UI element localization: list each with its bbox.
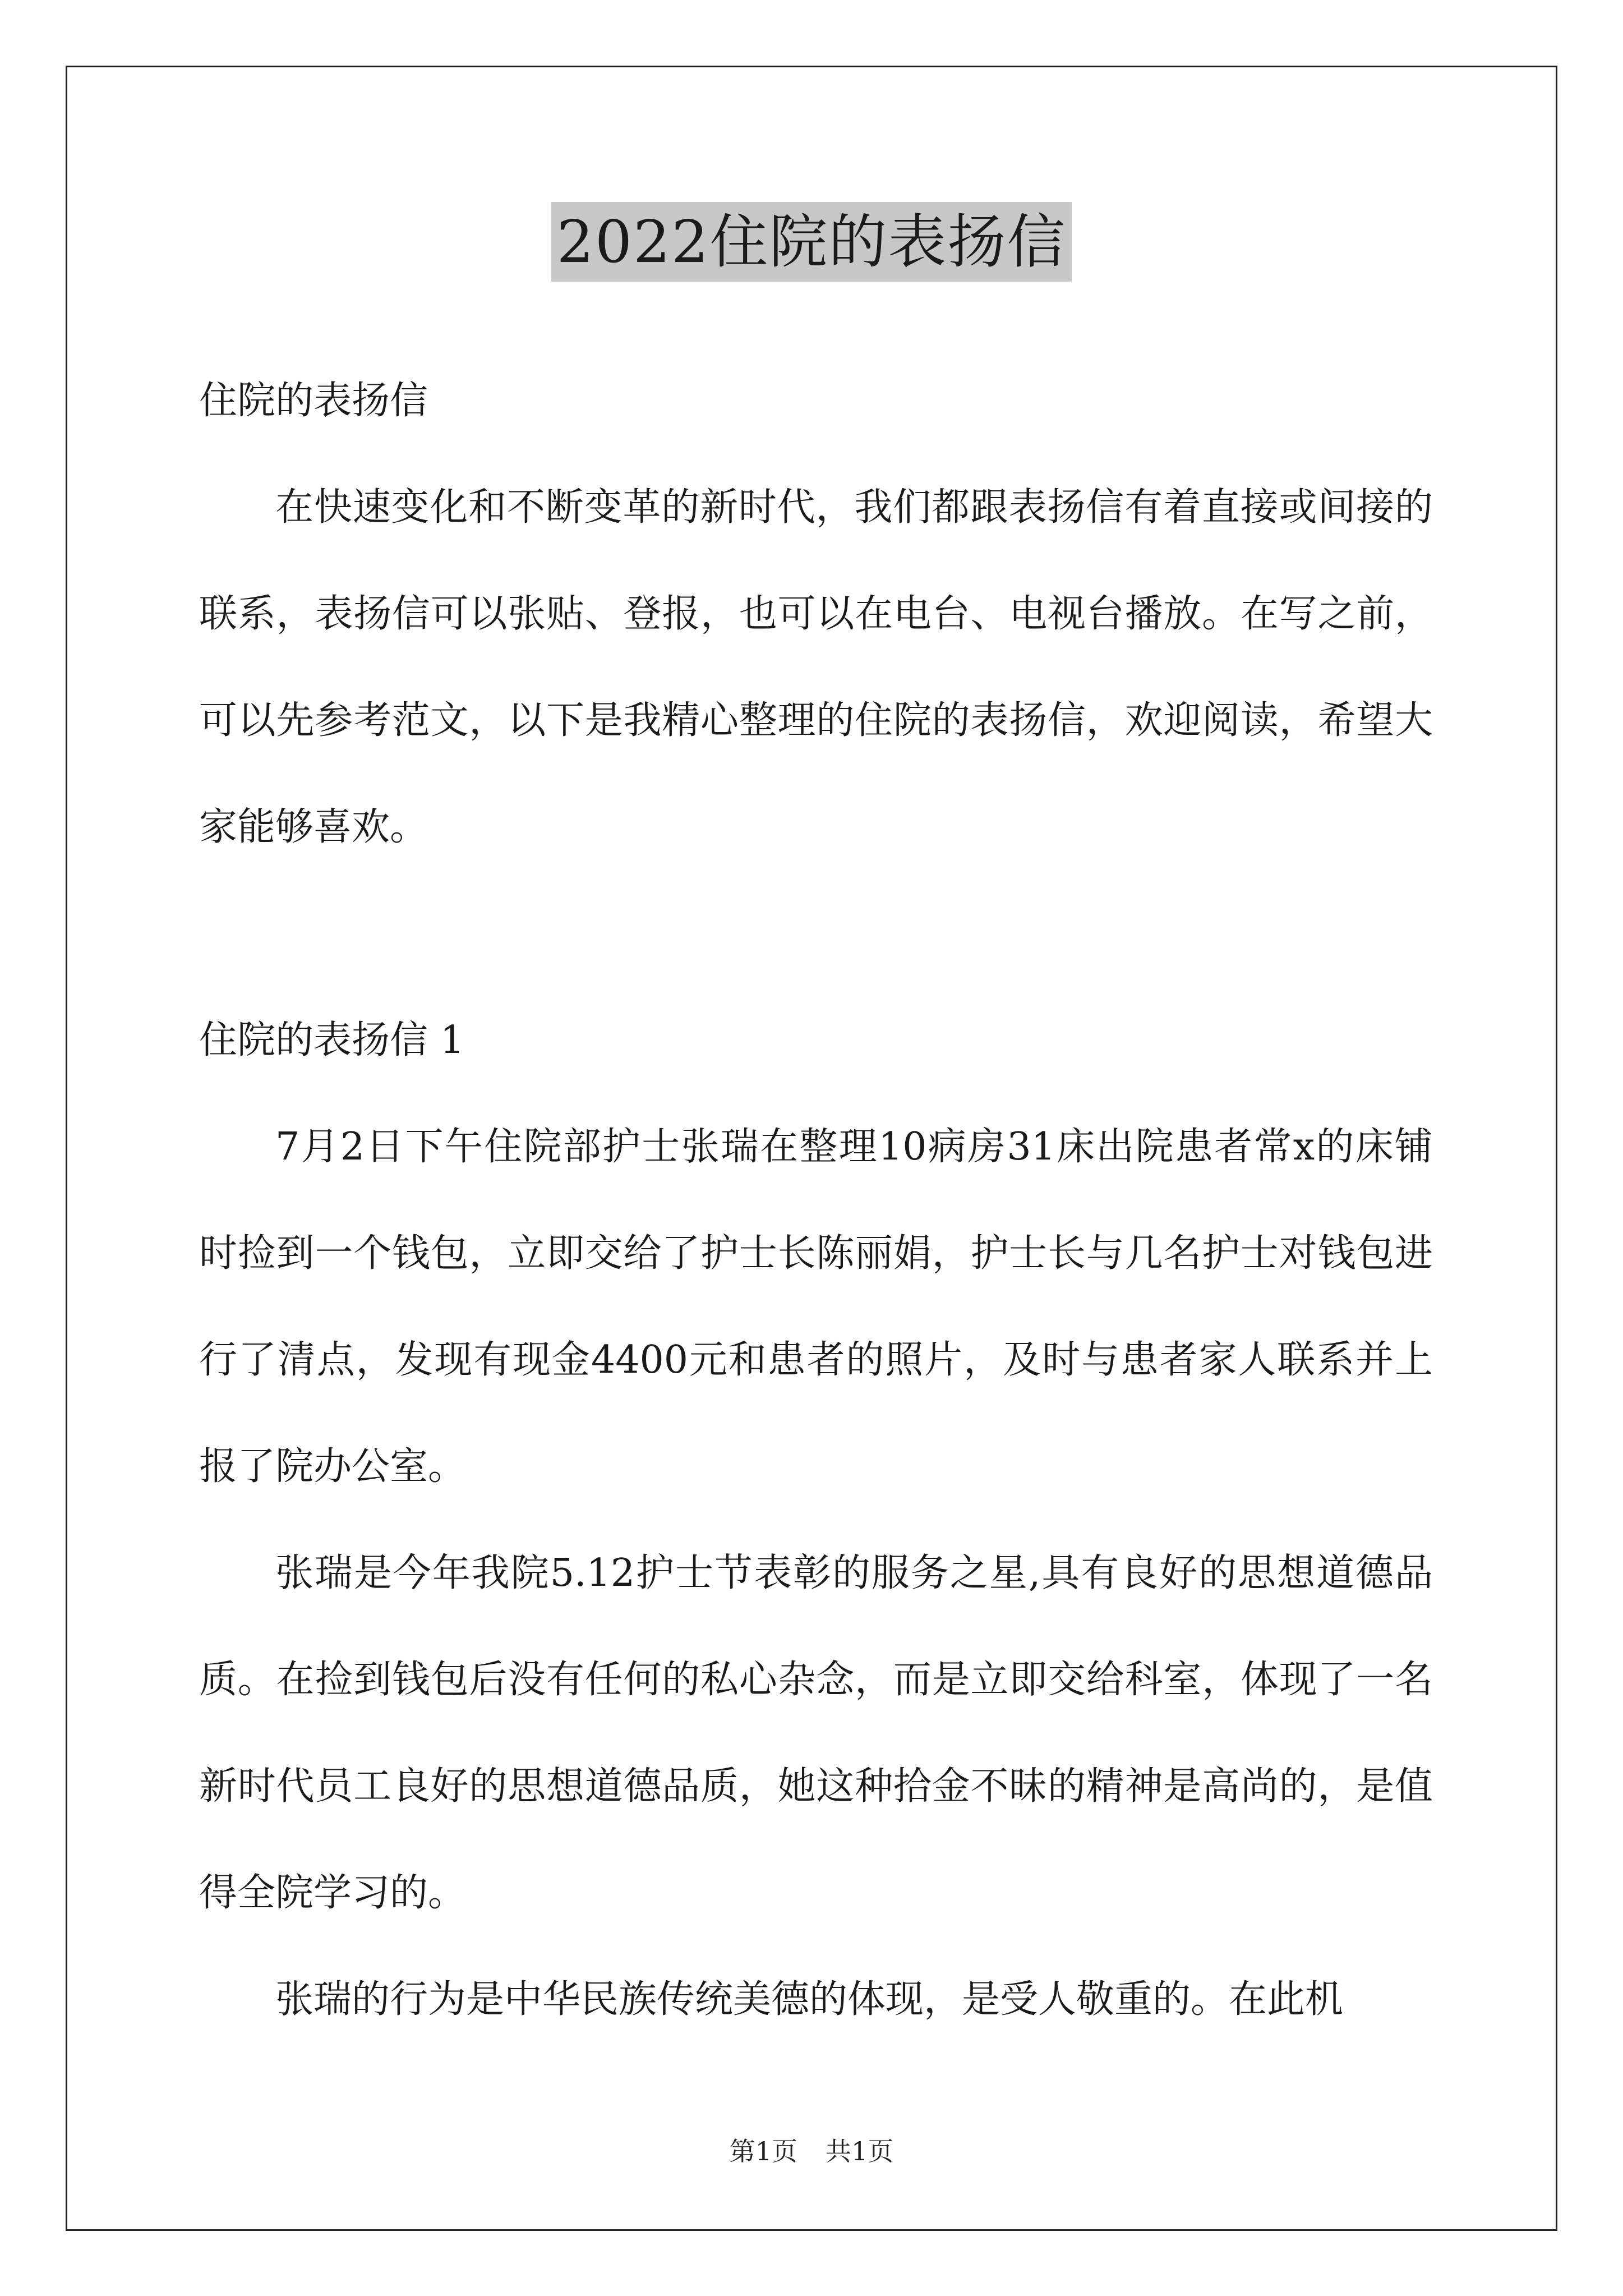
intro-paragraph: 在快速变化和不断变革的新时代，我们都跟表扬信有着直接或间接的联系，表扬信可以张贴、登报，也可以在电台、电视台播放。在写之前，可以先参考范文，以下是我精心整理的住院的表扬信，欢迎阅读，希望大家能够喜欢。: [199, 485, 1433, 849]
section-heading: 住院的表扬信 1: [199, 1018, 464, 1062]
page-footer: [0, 2134, 1623, 2168]
body-paragraph-2: 张瑞是今年我院5.12护士节表彰的服务之星,具有良好的思想道德品质。在捡到钱包后没有任何的私心杂念，而是立即交给科室，体现了一名新时代员工良好的思想道德品质，她这种拾金不昧的精神是高尚的，是值得全院学习的。: [199, 1551, 1433, 1915]
body-paragraph-3: 张瑞的行为是中华民族传统美德的体现，是受人敬重的。在此机: [275, 1977, 1344, 2022]
intro-heading: 住院的表扬信: [199, 379, 428, 423]
paragraph-spacer: [199, 881, 1433, 987]
title-container: [0, 202, 1623, 282]
body-paragraph-1: 7月2日下午住院部护士张瑞在整理10病房31床出院患者常x的床铺时捡到一个钱包，立即交给了护士长陈丽娟，护士长与几名护士对钱包进行了清点，发现有现金4400元和患者的照片，及时与患者家人联系并上报了院办公室。: [199, 1125, 1433, 1489]
page-number: 第1页: [729, 2136, 797, 2166]
document-title: 2022住院的表扬信: [551, 202, 1072, 282]
document-body: [199, 348, 1433, 2053]
page-total: 共1页: [826, 2136, 894, 2166]
